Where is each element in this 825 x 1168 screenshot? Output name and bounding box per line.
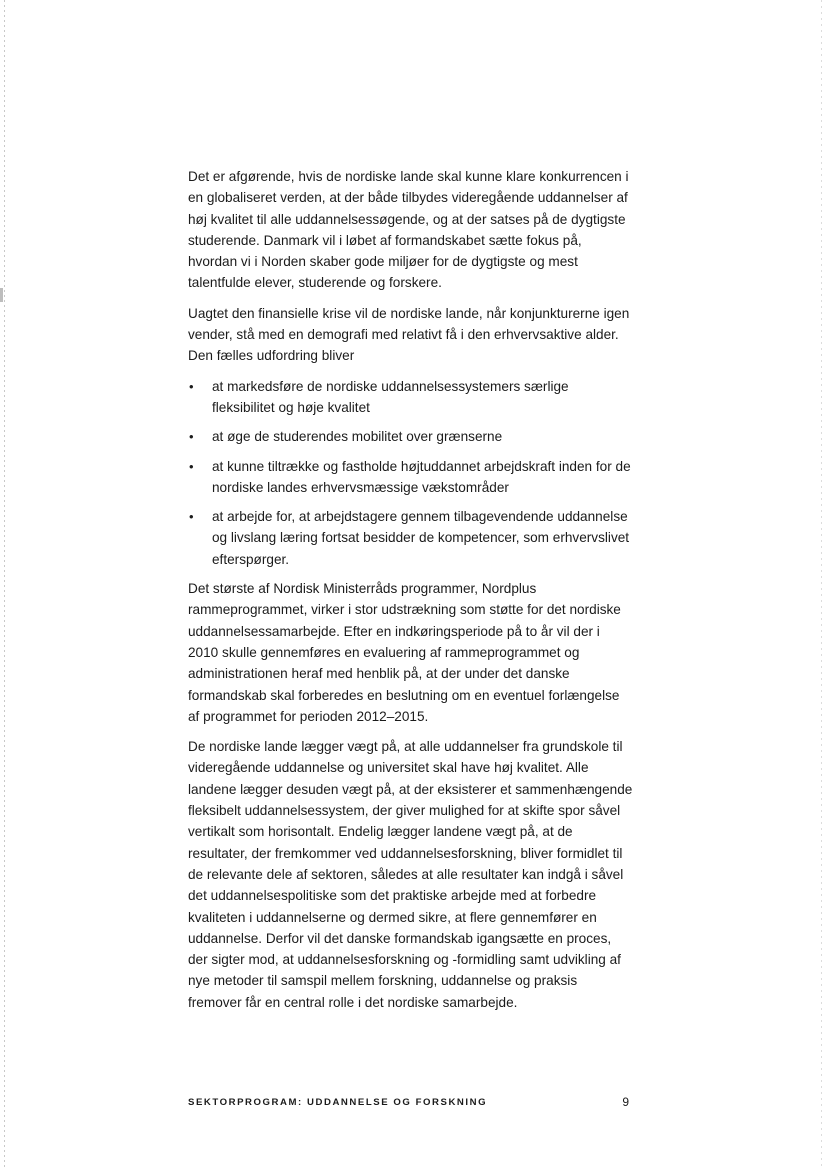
bullet-item bbox=[188, 376, 633, 419]
bullet-text: at markedsføre de nordiske uddannelsessystemers særlige fleksibilitet og høje kvalitet bbox=[212, 378, 569, 415]
bullet-text: at arbejde for, at arbejdstagere gennem tilbagevendende uddannelse og livslang læring fortsat besidder de kompetencer, som erhvervslivet efterspørger. bbox=[212, 509, 630, 567]
bullet-text: at kunne tiltrække og fastholde højtuddannet arbejdskraft inden for de nordiske landes erhvervsmæssige vækstområder bbox=[212, 458, 631, 495]
paragraph: Uagtet den finansielle krise vil de nordiske lande, når konjunkturerne igen vender, stå med en demografi med relativt få i den erhvervsaktive alder. Den fælles udfordring bliver bbox=[188, 305, 630, 364]
footer-title: SEKTORPROGRAM: UDDANNELSE OG FORSKNING bbox=[188, 1097, 488, 1108]
bullet-icon: • bbox=[189, 378, 194, 394]
bullet-text: at øge de studerendes mobilitet over grænserne bbox=[212, 429, 503, 445]
scan-left-edge bbox=[4, 0, 5, 1168]
bullet-icon: • bbox=[189, 458, 194, 474]
page-number: 9 bbox=[622, 1095, 629, 1109]
scan-margin-mark bbox=[0, 288, 3, 302]
scan-right-edge bbox=[821, 0, 822, 1168]
page-footer bbox=[188, 1097, 629, 1113]
bullet-item bbox=[188, 426, 633, 447]
paragraph: Det er afgørende, hvis de nordiske lande skal kunne klare konkurrencen i en globaliseret verden, at der både tilbydes videregående uddannelser af høj kvalitet til alle uddannelsessøgende, og at der satses på de dygtigste studerende. Danmark vil i løbet af formandskabet sætte fokus på, hvordan vi i Norden skaber gode miljøer for de dygtigste og mest talentfulde elever, studerende og forskere. bbox=[188, 169, 629, 291]
bullet-list bbox=[188, 376, 633, 570]
bullet-icon: • bbox=[189, 429, 194, 445]
paragraph: Det største af Nordisk Ministerråds programmer, Nordplus rammeprogrammet, virker i stor udstrækning som støtte for det nordiske uddannelsessamarbejde. Efter en indkøringsperiode på to år vil der i 2010 skulle gennemføres en evaluering af rammeprogrammet og administrationen heraf med henblik på, at der under det danske formandskab skal forberedes en beslutning om en eventuel forlængelse af programmet for perioden 2012–2015. bbox=[188, 581, 621, 724]
bullet-item bbox=[188, 506, 633, 570]
bullet-icon: • bbox=[189, 509, 194, 525]
paragraph: De nordiske lande lægger vægt på, at alle uddannelser fra grundskole til videregående uddannelse og universitet skal have høj kvalitet. Alle landene lægger desuden vægt på, at der eksisterer et sammenhængende fleksibelt uddannelsessystem, der giver mulighed for at skifte spor såvel vertikalt som horisontalt. Endelig lægger landene vægt på, at de resultater, der fremkommer ved uddannelsesforskning, bliver formidlet til de relevante dele af sektoren, således at alle resultater kan indgå i såvel det uddannelsespolitiske som det praktiske arbejde med at forbedre kvaliteten i uddannelserne og dermed sikre, at flere gennemfører en uddannelse. Derfor vil det danske formandskab igangsætte en proces, der sigter mod, at uddannelsesforskning og -formidling samt udvikling af nye metoder til samspil mellem forskning, uddannelse og praksis fremover får en central rolle i det nordiske samarbejde. bbox=[188, 739, 633, 1010]
bullet-item bbox=[188, 456, 633, 499]
body-text bbox=[188, 166, 633, 1022]
